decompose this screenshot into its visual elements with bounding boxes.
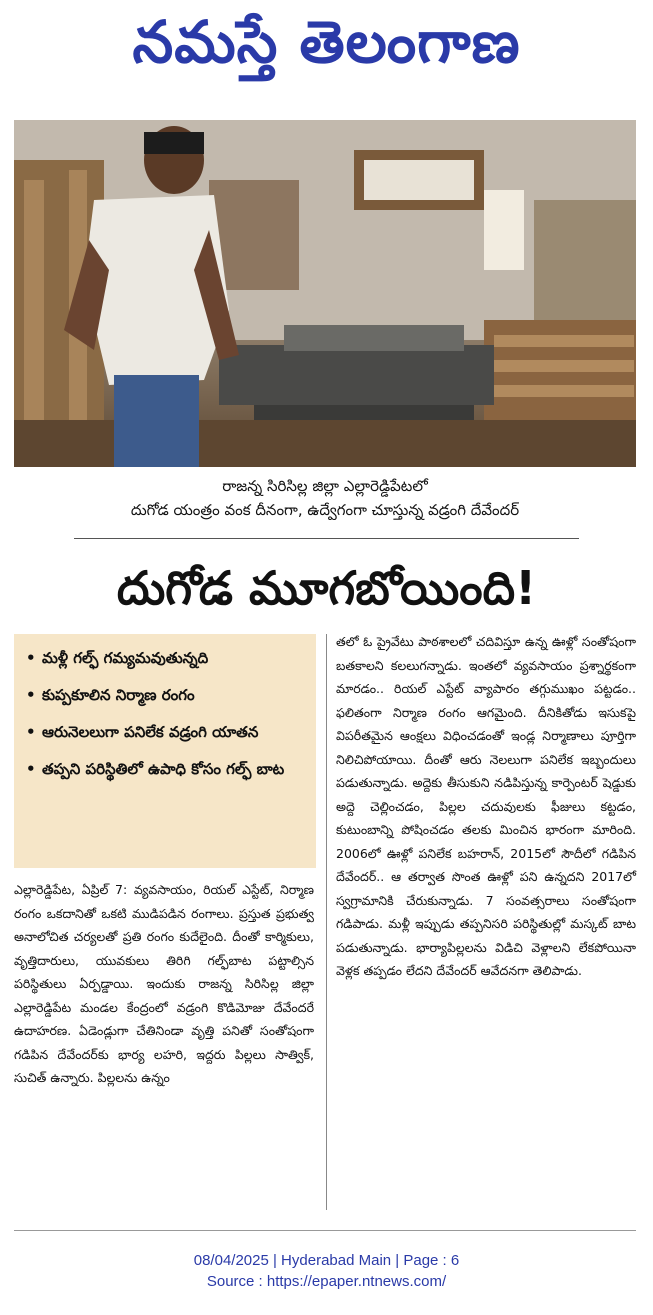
article-headline: దుగోడ మూగబోయింది!	[116, 561, 537, 615]
highlight-text: కుప్పకూలిన నిర్మాణ రంగం	[42, 686, 195, 704]
article-column-right	[336, 630, 636, 983]
footer-source-link[interactable]: Source : https://epaper.ntnews.com/	[206, 1273, 447, 1290]
highlight-item	[26, 714, 308, 751]
bullet-icon: •	[26, 723, 36, 741]
article-paragraph-left: ఎల్లారెడ్డిపేట, ఏప్రిల్ 7: వ్యవసాయం, రియల్ ఎస్టేట్, నిర్మాణ రంగం ఒకదానితో ఒకటి ముడిపడిన రంగాలు. ప్రస్తుత ప్రభుత్వ అనాలోచిత చర్యలతో ప్రతి రంగం కుదేలైంది. దీంతో కార్మికులు, వృత్తిదారులు, యువకులు తిరిగి గల్ఫ్‌బాట పట్టాల్సిన పరిస్థితులు ఏర్పడ్డాయి. ఇందుకు రాజన్న సిరిసిల్ల జిల్లా ఎల్లారెడ్డిపేట మండల కేంద్రంలో వడ్రంగి కొడిమోజు దేవేందరే ఉదాహరణ. ఏడెండ్లుగా చేతినిండా వృత్తి పనితో సంతోషంగా గడిపిన దేవేందర్‌కు భార్య లహరి, ఇద్దరు పిల్లలు సాత్విక్, సుచిత్ ఉన్నారు. పిల్లలను ఉన్నం	[14, 882, 314, 1085]
highlight-text: మళ్లీ గల్ఫ్ గమ్యమవుతున్నది	[42, 649, 209, 667]
highlight-text: తప్పని పరిస్థితిలో ఉపాధి కోసం గల్ఫ్ బాట	[42, 760, 285, 778]
highlight-text: ఆరునెలలుగా పనిలేక వడ్రంగి యాతన	[42, 723, 259, 741]
caption-line-2: దుగోడ యంత్రం వంక దీనంగా, ఉద్వేగంగా చూస్తున్న వడ్రంగి దేవేందర్	[130, 501, 520, 519]
photo-caption	[14, 474, 636, 522]
footer	[0, 1250, 653, 1292]
highlight-item	[26, 751, 308, 788]
article-paragraph-right: తలో ఓ ప్రైవేటు పాఠశాలలో చదివిస్తూ ఉన్న ఊళ్లో సంతోషంగా బతకాలని కలలుగన్నాడు. ఇంతలో వ్యవసాయం ప్రశ్నార్థకంగా మారడం.. రియల్ ఎస్టేట్ వ్యాపారం తగ్గుముఖం పట్టడం.. ఫలితంగా నిర్మాణ రంగం ఆగమైంది. దీనికితోడు ఇసుకపై విపరీతమైన ఆంక్షలు విధించడంతో ఇండ్ల నిర్మాణాలు పూర్తిగా నిలిచిపోయాయి. దీంతో ఆరు నెలలుగా పనిలేక ఇబ్బందులు పడుతున్నాడు. అద్దెకు తీసుకుని నడిపిస్తున్న కార్పెంటర్ షెడ్డుకు అద్దె చెల్లించడం, పిల్లల చదువులకు ఫీజులు కట్టడం, కుటుంబాన్ని పోషించడం తలకు మించిన భారంగా మారింది. 2006లో ఊళ్లో పనిలేక బహరాన్, 2015లో సౌదీలో గడిపిన దేవేందర్.. ఆ తర్వాత సొంత ఊళ్లో పని ఉన్నదని 2017లో స్వగ్రామానికి చేరుకున్నాడు. 7 సంవత్సరాలు సంతోషంగా గడిపాడు. మళ్లీ ఇప్పుడు తప్పనిసరి పరిస్థితుల్లో మస్కట్ బాట పడుతున్నాడు. భార్యాపిల్లలను విడిచి వెళ్లాలని లేకపోయినా వెళ్లక తప్పడం లేదని దేవేందర్ ఆవేదనగా తెలిపాడు.	[336, 634, 636, 978]
highlight-item	[26, 677, 308, 714]
footer-divider	[14, 1230, 636, 1231]
article-column-left	[14, 878, 314, 1090]
caption-line-1: రాజన్న సిరిసిల్ల జిల్లా ఎల్లారెడ్డిపేటలో	[222, 477, 428, 495]
photo-illustration	[14, 120, 636, 467]
highlight-item	[26, 640, 308, 677]
masthead-title: నమస్తే తెలంగాణ	[132, 8, 521, 76]
bullet-icon: •	[26, 649, 36, 667]
column-divider	[326, 634, 327, 1210]
bullet-icon: •	[26, 760, 36, 778]
highlights-box	[14, 634, 316, 868]
bullet-icon: •	[26, 686, 36, 704]
footer-date-line: 08/04/2025 | Hyderabad Main | Page : 6	[193, 1252, 460, 1269]
article-photo	[14, 120, 636, 467]
caption-divider	[74, 538, 579, 539]
